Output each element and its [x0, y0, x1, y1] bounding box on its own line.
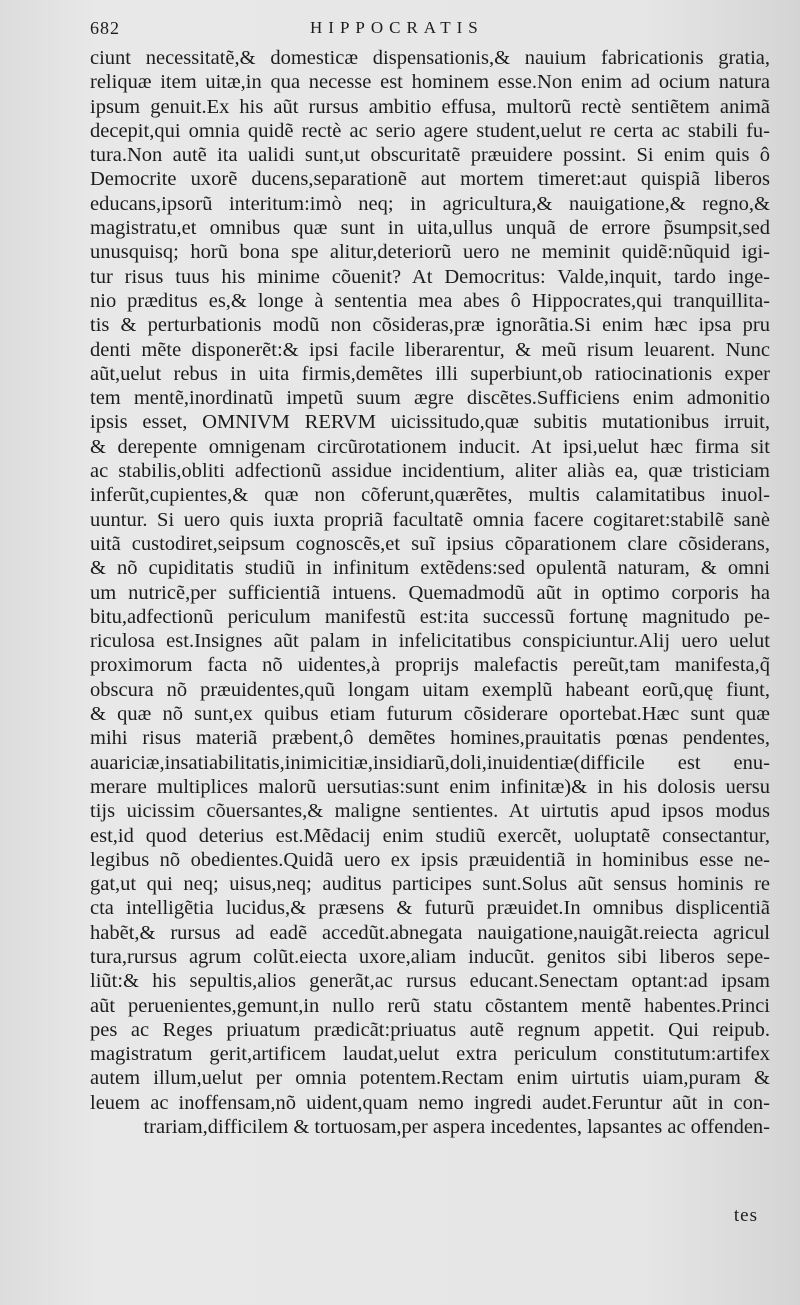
text-line: tem mentẽ,inordinatũ impetũ suum ægre discẽtes.Sufficiens enim admonitio: [90, 387, 770, 410]
text-line: riculosa est.Insignes aũt palam in infelicitatibus conspiciuntur.Alij uero uelut: [90, 630, 770, 653]
text-line: tura,rursus agrum colũt.eiecta uxore,aliam inducũt. genitos sibi liberos sepe-: [90, 945, 770, 968]
text-line: tur risus tuus his minime cõuenit? At Democritus: Valde,inquit, tardo inge-: [90, 265, 770, 288]
text-line: liũt:& his sepultis,alios generãt,ac rursus educant.Senectam optant:ad ipsam: [90, 970, 770, 993]
text-line: ipsum genuit.Ex his aũt rursus ambitio effusa, multorũ rectè sentiẽtem animã: [90, 95, 770, 118]
text-line: aũt,uelut rebus in uita firmis,demẽtes illi superbiunt,ob ratiocinationis exper: [90, 362, 770, 385]
text-line: ciunt necessitatẽ,& domesticæ dispensationis,& nauium fabricationis gratia,: [90, 47, 770, 69]
text-line: Democrite uxorẽ ducens,separationẽ aut mortem timeret:aut quispiã liberos: [90, 168, 770, 191]
text-line: ipsis esset, OMNIVM RERVM uicissitudo,quæ subitis mutationibus irruit,: [90, 411, 770, 434]
text-line: ac stabilis,obliti adfectionũ assidue incidentium, aliter aliàs ea, quæ tristiciam: [90, 460, 770, 483]
text-line: obscura nõ præuidentes,quũ longam uitam exemplũ habeant eorũ,quę fiunt,: [90, 678, 770, 701]
catchword: tes: [733, 1205, 758, 1226]
text-line: gat,ut qui neq; uisus,neq; auditus participes sunt.Solus aũt sensus hominis re: [90, 873, 770, 896]
text-line: magistratu,et omnibus quæ sunt in uita,ullus unquã de errore p̃sumpsit,sed: [90, 217, 770, 240]
running-title: HIPPOCRATIS: [310, 18, 484, 37]
text-line: habẽt,& rursus ad eadẽ accedũt.abnegata nauigatione,nauigãt.reiecta agricul: [90, 921, 770, 944]
text-line: uitã custodiret,seipsum cognoscẽs,et suĩ ipsius cõparationem clare cõsiderans,: [90, 532, 770, 555]
text-line: tijs uicissim cõuersantes,& maligne sentientes. At uirtutis apud ipsos modus: [90, 800, 770, 823]
text-line: & derepente omnigenam circũrotationem inducit. At ipsi,uelut hæc firma sit: [90, 435, 770, 458]
text-line: & quæ nõ sunt,ex quibus etiam futurum cõsiderare oportebat.Hæc sunt quæ: [90, 703, 770, 726]
text-line: est,id quod deterius est.Mẽdacij enim studiũ exercẽt, uoluptatẽ consectantur,: [90, 824, 770, 847]
running-head: [90, 14, 770, 46]
text-line: uuntur. Si uero quis iuxta propriã facultatẽ omnia facere cogitaret:stabilẽ sanè: [90, 508, 770, 531]
text-line: & nõ cupiditatis studiũ in infinitum extẽdens:sed opulentã naturam, & omni: [90, 557, 770, 580]
text-line: reliquæ item uitæ,in qua necesse est hominem esse.Non enim ad ocium natura: [90, 71, 770, 94]
text-line: educans,ipsorũ interitum:imò neq; in agricultura,& nauigatione,& regno,&: [90, 192, 770, 215]
text-line: unusquisq; horũ bona spe alitur,deteriorũ uero ne meminit quidẽ:nũquid igi-: [90, 241, 770, 264]
text-line: magistratum gerit,artificem laudat,uelut extra periculum constitutum:artifex: [90, 1043, 770, 1066]
page-number: 682: [90, 18, 120, 38]
text-line: um nutricẽ,per sufficientiã intuens. Quemadmodũ aũt in optimo corporis ha: [90, 581, 770, 604]
body-text: [90, 46, 770, 1139]
text-line: decepit,qui omnia quidẽ rectè ac serio agere student,uelut re certa ac stabili fu-: [90, 119, 770, 142]
text-line: auariciæ,insatiabilitatis,inimicitiæ,insidiarũ,doli,inuidentiæ(difficile est enu-: [90, 751, 770, 774]
text-line: pes ac Reges priuatum prædicãt:priuatus autẽ regnum appetit. Qui reipub.: [90, 1018, 770, 1041]
text-line: trariam,difficilem & tortuosam,per aspera incedentes, lapsantes ac offenden-: [143, 1116, 770, 1139]
text-line: bitu,adfectionũ periculum manifestũ est:ita successũ fortunę magnitudo pe-: [90, 605, 770, 628]
text-line: cta intelligẽtia lucidus,& præsens & futurũ præuidet.In omnibus displicentiã: [90, 897, 770, 920]
text-line: tis & perturbationis modũ non cõsideras,præ ignorãtia.Si enim hæc ipsa pru: [90, 314, 770, 337]
text-line: nio præditus es,& longe à sententia mea abes ô Hippocrates,qui tranquillita-: [90, 289, 770, 312]
text-line: mihi risus materiã præbent,ô demẽtes homines,prauitatis pœnas pendentes,: [90, 727, 770, 750]
text-line: merare multiplices malorũ uersutias:sunt enim infinitæ)& in his dolosis uersu: [90, 775, 770, 798]
text-line: autem illum,uelut per omnia potentem.Rectam enim uirtutis uiam,puram &: [90, 1067, 770, 1090]
text-line: leuem ac inoffensam,nõ uident,quam nemo ingredi audet.Feruntur aũt in con-: [90, 1091, 770, 1114]
text-line: tura.Non autẽ ita ualidi sunt,ut obscuritatẽ præuidere possint. Si enim quis ô: [90, 144, 770, 167]
text-line: inferũt,cupientes,& quæ non cõferunt,quærẽtes, multis calamitatibus inuol-: [90, 484, 770, 507]
text-line: denti mẽte disponerẽt:& ipsi facile liberarentur, & meũ risum leuarent. Nunc: [90, 338, 770, 361]
text-line: aũt peruenientes,gemunt,in nullo rerũ statu cõstantem mentẽ habentes.Princi: [90, 994, 770, 1017]
text-line: proximorum facta nõ uidentes,à proprijs malefactis pereũt,tam manifesta,q̃: [90, 654, 770, 677]
text-line: legibus nõ obedientes.Quidã uero ex ipsis præuidentiã in hominibus esse ne-: [90, 848, 770, 871]
